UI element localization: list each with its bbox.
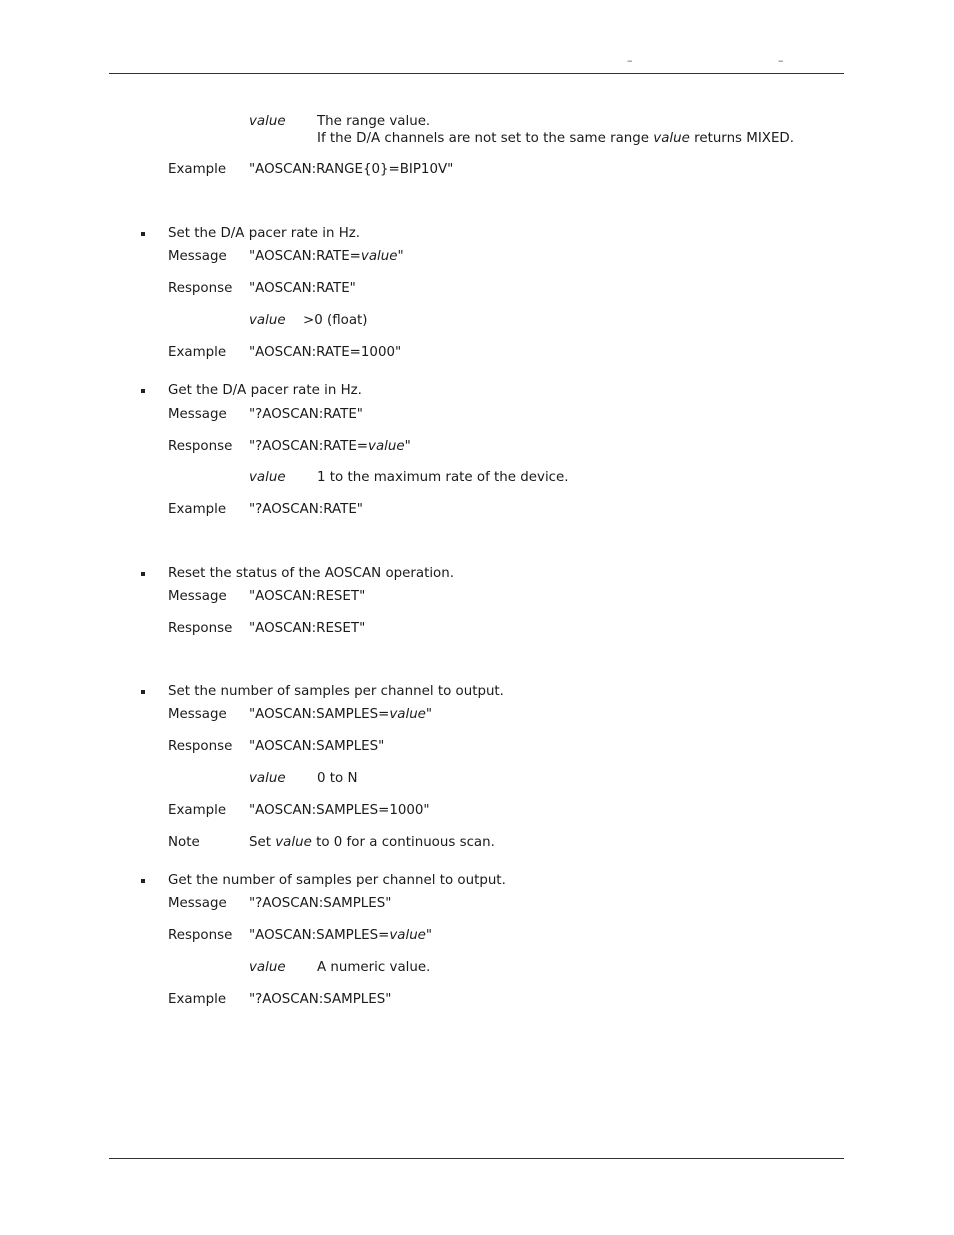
response-value: "AOSCAN:SAMPLES=value" bbox=[249, 928, 433, 943]
bullet-marker bbox=[141, 879, 145, 883]
example-value: "AOSCAN:RANGE{0}=BIP10V" bbox=[249, 162, 454, 177]
header-mark-left: – bbox=[627, 54, 633, 67]
message-value: "?AOSCAN:RATE" bbox=[249, 407, 363, 422]
response-value: "AOSCAN:RESET" bbox=[249, 621, 366, 636]
response-value: "AOSCAN:SAMPLES" bbox=[249, 739, 385, 754]
value-label: value bbox=[249, 114, 286, 129]
message-label: Message bbox=[168, 707, 227, 722]
range-desc-line2: If the D/A channels are not set to the same range value returns MIXED. bbox=[317, 131, 794, 146]
response-label: Response bbox=[168, 928, 233, 943]
value-label: value bbox=[249, 771, 286, 786]
value-label: value bbox=[249, 960, 286, 975]
example-label: Example bbox=[168, 502, 227, 517]
footer-rule bbox=[109, 1158, 844, 1159]
response-value: "?AOSCAN:RATE=value" bbox=[249, 439, 411, 454]
bullet-marker bbox=[141, 232, 145, 236]
response-label: Response bbox=[168, 739, 233, 754]
value-desc: >0 (float) bbox=[303, 313, 368, 328]
note-label: Note bbox=[168, 835, 200, 850]
bullet-text: Set the D/A pacer rate in Hz. bbox=[168, 226, 361, 241]
bullet-marker bbox=[141, 389, 145, 393]
response-label: Response bbox=[168, 439, 233, 454]
example-label: Example bbox=[168, 803, 227, 818]
bullet-text: Get the D/A pacer rate in Hz. bbox=[168, 383, 362, 398]
response-value: "AOSCAN:RATE" bbox=[249, 281, 356, 296]
response-label: Response bbox=[168, 621, 233, 636]
example-label: Example bbox=[168, 345, 227, 360]
example-value: "AOSCAN:RATE=1000" bbox=[249, 345, 402, 360]
header-mark-right: – bbox=[778, 54, 784, 67]
message-value: "?AOSCAN:SAMPLES" bbox=[249, 896, 392, 911]
value-desc: A numeric value. bbox=[317, 960, 431, 975]
message-label: Message bbox=[168, 589, 227, 604]
value-label: value bbox=[249, 470, 286, 485]
message-value: "AOSCAN:RATE=value" bbox=[249, 249, 404, 264]
bullet-text: Reset the status of the AOSCAN operation. bbox=[168, 566, 454, 581]
bullet-text: Set the number of samples per channel to output. bbox=[168, 684, 504, 699]
message-label: Message bbox=[168, 896, 227, 911]
value-label: value bbox=[249, 313, 286, 328]
response-label: Response bbox=[168, 281, 233, 296]
example-label: Example bbox=[168, 162, 227, 177]
note-text: Set value to 0 for a continuous scan. bbox=[249, 835, 495, 850]
bullet-marker bbox=[141, 690, 145, 694]
message-value: "AOSCAN:RESET" bbox=[249, 589, 366, 604]
message-label: Message bbox=[168, 249, 227, 264]
example-value: "?AOSCAN:RATE" bbox=[249, 502, 363, 517]
example-value: "?AOSCAN:SAMPLES" bbox=[249, 992, 392, 1007]
bullet-marker bbox=[141, 572, 145, 576]
example-label: Example bbox=[168, 992, 227, 1007]
message-label: Message bbox=[168, 407, 227, 422]
value-desc: 1 to the maximum rate of the device. bbox=[317, 470, 569, 485]
example-value: "AOSCAN:SAMPLES=1000" bbox=[249, 803, 430, 818]
range-desc-line1: The range value. bbox=[317, 114, 431, 129]
bullet-text: Get the number of samples per channel to output. bbox=[168, 873, 506, 888]
header-rule bbox=[109, 73, 844, 74]
value-desc: 0 to N bbox=[317, 771, 358, 786]
message-value: "AOSCAN:SAMPLES=value" bbox=[249, 707, 433, 722]
